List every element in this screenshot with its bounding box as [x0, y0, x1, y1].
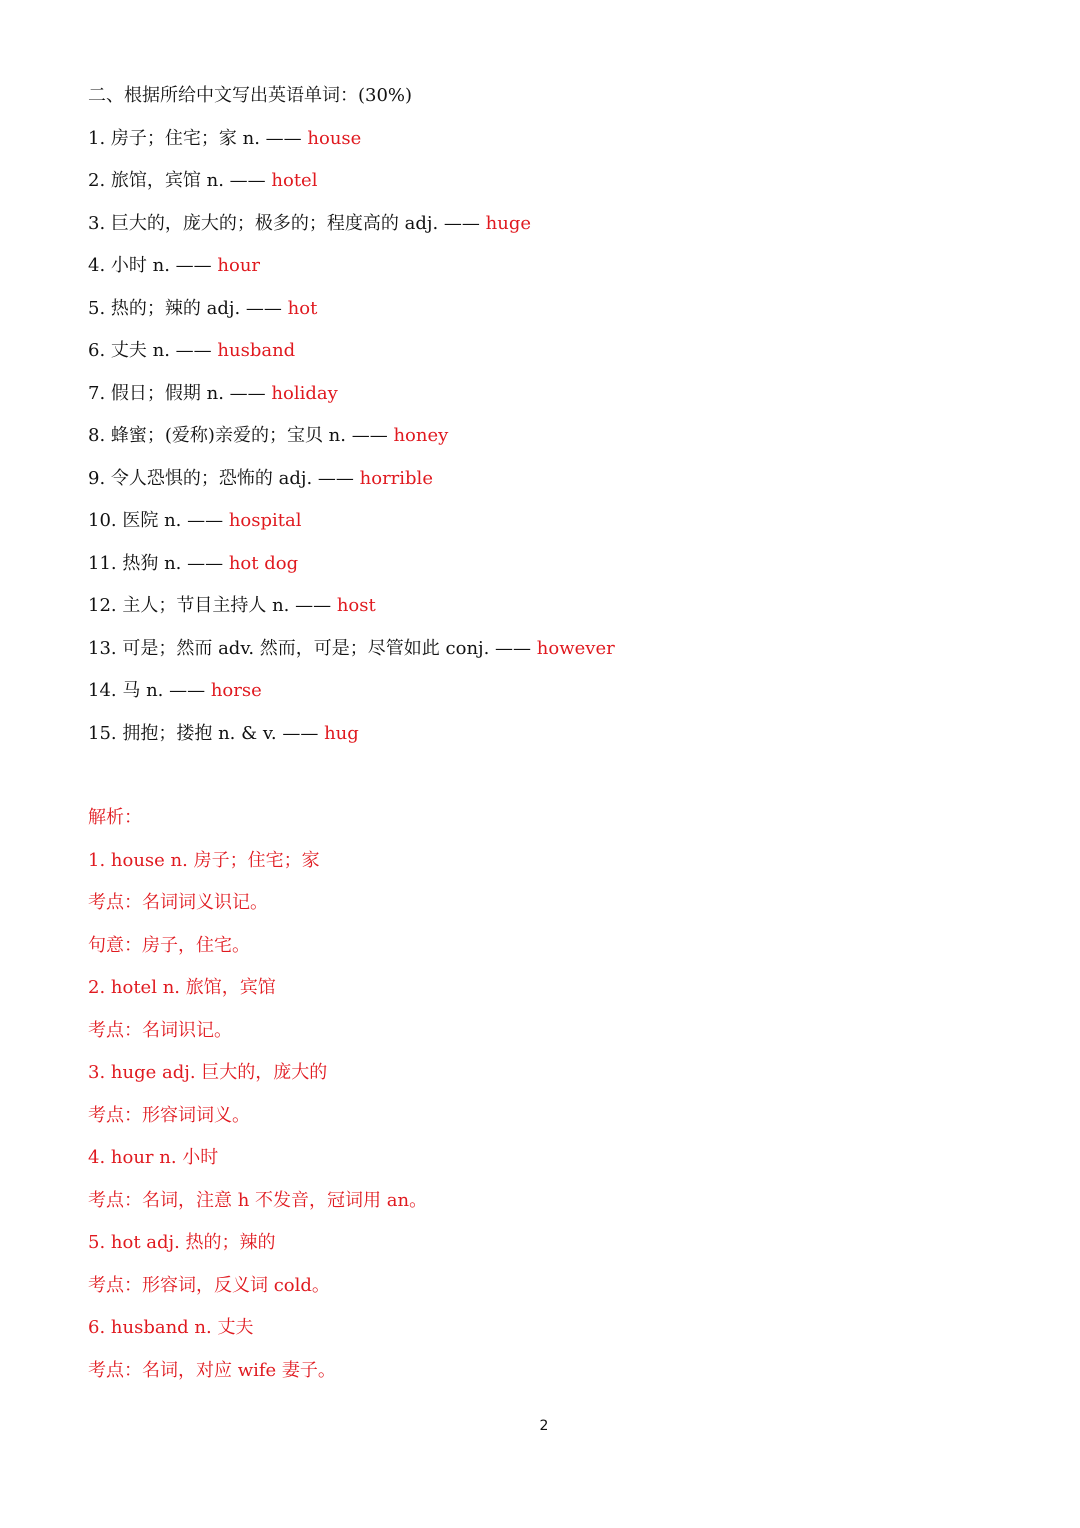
analysis-line: 4. hour n. 小时 [88, 1147, 219, 1168]
question-answer: honey [393, 425, 449, 446]
analysis-line: 2. hotel n. 旅馆，宾馆 [88, 977, 276, 998]
question-prompt: 8. 蜂蜜；(爱称)亲爱的；宝贝 n. —— [88, 425, 388, 446]
question-answer: hot dog [228, 553, 299, 574]
question-item [88, 254, 260, 278]
question-item [88, 679, 262, 703]
question-item [88, 552, 298, 576]
question-answer: hospital [228, 510, 302, 531]
question-item [88, 424, 448, 448]
question-item [88, 509, 302, 533]
question-item [88, 637, 615, 661]
analysis-title: 解析： [88, 807, 142, 828]
question-answer: house [307, 128, 362, 149]
analysis-line: 句意：房子，住宅。 [88, 935, 250, 956]
question-prompt: 3. 巨大的，庞大的；极多的；程度高的 adj. —— [88, 213, 480, 234]
question-answer: hotel [271, 170, 318, 191]
section-title: 二、根据所给中文写出英语单词：(30%) [88, 85, 413, 106]
question-prompt: 2. 旅馆，宾馆 n. —— [88, 170, 266, 191]
question-answer: hug [324, 723, 359, 744]
question-prompt: 5. 热的；辣的 adj. —— [88, 298, 282, 319]
analysis-line: 考点：形容词，反义词 cold。 [88, 1275, 330, 1296]
question-item [88, 467, 433, 491]
question-item [88, 722, 359, 746]
analysis-line: 考点：名词，对应 wife 妻子。 [88, 1360, 336, 1381]
question-prompt: 1. 房子；住宅；家 n. —— [88, 128, 302, 149]
analysis-line: 考点：名词识记。 [88, 1020, 232, 1041]
analysis-line: 5. hot adj. 热的；辣的 [88, 1232, 276, 1253]
analysis-line: 考点：形容词词义。 [88, 1105, 250, 1126]
question-prompt: 15. 拥抱；搂抱 n. & v. —— [88, 723, 319, 744]
question-item [88, 382, 338, 406]
question-prompt: 11. 热狗 n. —— [88, 553, 224, 574]
question-prompt: 4. 小时 n. —— [88, 255, 212, 276]
question-answer: holiday [271, 383, 338, 404]
question-item [88, 297, 317, 321]
question-prompt: 12. 主人；节目主持人 n. —— [88, 595, 332, 616]
question-answer: however [536, 638, 615, 659]
question-answer: hour [217, 255, 261, 276]
question-item [88, 339, 295, 363]
question-prompt: 6. 丈夫 n. —— [88, 340, 212, 361]
question-item [88, 169, 317, 193]
analysis-line: 3. huge adj. 巨大的，庞大的 [88, 1062, 328, 1083]
page-number: 2 [539, 1418, 549, 1434]
question-answer: horrible [359, 468, 433, 489]
question-answer: hot [287, 298, 318, 319]
question-prompt: 9. 令人恐惧的；恐怖的 adj. —— [88, 468, 354, 489]
question-answer: husband [217, 340, 296, 361]
question-answer: horse [210, 680, 262, 701]
question-answer: host [336, 595, 376, 616]
question-item [88, 594, 376, 618]
analysis-line: 考点：名词词义识记。 [88, 892, 268, 913]
question-prompt: 10. 医院 n. —— [88, 510, 224, 531]
question-item [88, 212, 531, 236]
analysis-line: 1. house n. 房子；住宅；家 [88, 850, 320, 871]
question-item [88, 127, 361, 151]
question-prompt: 13. 可是；然而 adv. 然而，可是；尽管如此 conj. —— [88, 638, 532, 659]
question-prompt: 14. 马 n. —— [88, 680, 206, 701]
question-answer: huge [485, 213, 532, 234]
question-prompt: 7. 假日；假期 n. —— [88, 383, 266, 404]
analysis-line: 考点：名词，注意 h 不发音，冠词用 an。 [88, 1190, 428, 1211]
analysis-line: 6. husband n. 丈夫 [88, 1317, 254, 1338]
